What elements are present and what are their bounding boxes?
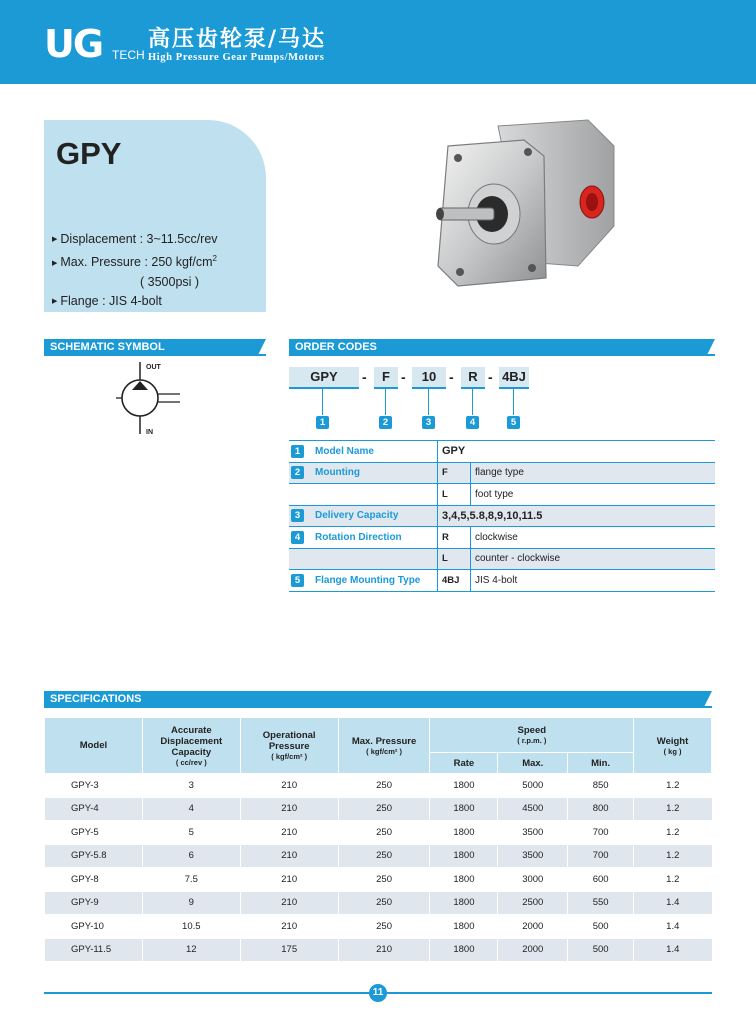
code-separator: - bbox=[401, 369, 406, 385]
table-row bbox=[289, 462, 715, 484]
row-label: Rotation Direction bbox=[311, 527, 438, 549]
table-cell: 2000 bbox=[498, 915, 568, 939]
table-cell: 250 bbox=[338, 915, 430, 939]
order-codes-section-rule bbox=[289, 354, 715, 356]
table-cell: 1800 bbox=[430, 891, 498, 915]
feature-list bbox=[52, 230, 218, 311]
table-cell: GPY-11.5 bbox=[45, 938, 143, 962]
table-cell: 1.4 bbox=[634, 915, 712, 939]
order-codes-section-header: ORDER CODES bbox=[289, 339, 707, 355]
table-cell: 9 bbox=[142, 891, 240, 915]
feature-pressure: ▶ Max. Pressure : 250 kgf/$cm^2$ bbox=[52, 254, 217, 270]
code-connector bbox=[428, 389, 429, 415]
row-number-badge: 4 bbox=[291, 531, 304, 544]
col-header-displacement: Accurate Displacement Capacity ( cc/rev ) bbox=[142, 718, 240, 774]
code-connector bbox=[322, 389, 323, 415]
brand-logo: UG bbox=[44, 22, 103, 66]
code-connector bbox=[472, 389, 473, 415]
table-cell: 3 bbox=[142, 774, 240, 798]
row-label: Mounting bbox=[311, 462, 438, 484]
table-cell: 210 bbox=[240, 797, 338, 821]
table-cell: 10.5 bbox=[142, 915, 240, 939]
table-cell: 5000 bbox=[498, 774, 568, 798]
code-segment-model: GPY bbox=[289, 367, 359, 389]
table-cell: 250 bbox=[338, 891, 430, 915]
table-cell: 4 bbox=[142, 797, 240, 821]
row-code: R bbox=[438, 527, 471, 549]
table-cell: 210 bbox=[240, 821, 338, 845]
code-segment-rotation: R bbox=[461, 367, 485, 389]
code-connector bbox=[513, 389, 514, 415]
row-desc: counter - clockwise bbox=[471, 548, 716, 570]
code-separator: - bbox=[362, 369, 367, 385]
table-row bbox=[45, 844, 712, 868]
row-code: L bbox=[438, 484, 471, 506]
table-cell: 700 bbox=[568, 821, 634, 845]
specifications-section-rule bbox=[44, 706, 712, 708]
page-number: 11 bbox=[369, 984, 387, 1002]
table-cell: 1800 bbox=[430, 844, 498, 868]
table-cell: 5 bbox=[142, 821, 240, 845]
table-cell: 12 bbox=[142, 938, 240, 962]
table-row bbox=[289, 505, 715, 527]
table-cell: 210 bbox=[240, 915, 338, 939]
table-cell: 210 bbox=[240, 891, 338, 915]
table-cell: 1800 bbox=[430, 821, 498, 845]
table-cell: 1.2 bbox=[634, 774, 712, 798]
table-cell: 700 bbox=[568, 844, 634, 868]
row-label: Flange Mounting Type bbox=[311, 570, 438, 592]
row-number-badge: 3 bbox=[291, 509, 304, 522]
row-value: GPY bbox=[438, 441, 716, 463]
code-connector bbox=[385, 389, 386, 415]
gear-pump-image bbox=[428, 116, 618, 292]
bullet-icon: ▶ bbox=[52, 297, 58, 305]
code-number-1: 1 bbox=[316, 416, 329, 429]
table-row bbox=[45, 821, 712, 845]
table-row bbox=[289, 548, 715, 570]
header-bar bbox=[0, 0, 756, 84]
col-header-operational-pressure: Operational Pressure ( kgf/cm² ) bbox=[240, 718, 338, 774]
table-cell: 500 bbox=[568, 938, 634, 962]
row-desc: clockwise bbox=[471, 527, 716, 549]
table-cell: 210 bbox=[240, 868, 338, 892]
table-cell: 250 bbox=[338, 774, 430, 798]
row-code: F bbox=[438, 462, 471, 484]
table-cell: GPY-8 bbox=[45, 868, 143, 892]
table-row bbox=[45, 938, 712, 962]
table-cell: 1800 bbox=[430, 797, 498, 821]
table-cell: 3500 bbox=[498, 844, 568, 868]
header-title-cn: 高压齿轮泵/马达 bbox=[148, 27, 327, 52]
specifications-section-header: SPECIFICATIONS bbox=[44, 691, 704, 707]
row-code: L bbox=[438, 548, 471, 570]
col-header-weight: Weight ( kg ) bbox=[634, 718, 712, 774]
table-cell: 600 bbox=[568, 868, 634, 892]
table-cell: 3000 bbox=[498, 868, 568, 892]
row-desc: JIS 4-bolt bbox=[471, 570, 716, 592]
table-cell: 4500 bbox=[498, 797, 568, 821]
col-header-speed-min: Min. bbox=[568, 753, 634, 774]
table-row bbox=[45, 891, 712, 915]
code-separator: - bbox=[488, 369, 493, 385]
schematic-section-header: SCHEMATIC SYMBOL bbox=[44, 339, 258, 355]
product-card bbox=[44, 120, 266, 312]
row-code: 4BJ bbox=[438, 570, 471, 592]
row-number-badge: 5 bbox=[291, 574, 304, 587]
table-cell: GPY-5.8 bbox=[45, 844, 143, 868]
table-cell: 210 bbox=[240, 844, 338, 868]
code-segment-capacity: 10 bbox=[412, 367, 446, 389]
code-number-3: 3 bbox=[422, 416, 435, 429]
row-label: Delivery Capacity bbox=[311, 505, 438, 527]
col-header-model: Model bbox=[45, 718, 143, 774]
table-row bbox=[45, 797, 712, 821]
table-row bbox=[289, 570, 715, 592]
table-cell: 1.2 bbox=[634, 821, 712, 845]
schematic-symbol bbox=[110, 358, 190, 438]
table-row bbox=[45, 774, 712, 798]
code-number-2: 2 bbox=[379, 416, 392, 429]
table-cell: 1.4 bbox=[634, 891, 712, 915]
table-cell: 3500 bbox=[498, 821, 568, 845]
row-label: Model Name bbox=[311, 441, 438, 463]
table-cell: 250 bbox=[338, 821, 430, 845]
col-header-speed: Speed ( r.p.m. ) bbox=[430, 718, 634, 753]
bullet-icon: ▶ bbox=[52, 236, 58, 244]
brand-logo-sub: TECH bbox=[112, 48, 145, 62]
table-cell: 850 bbox=[568, 774, 634, 798]
row-number-badge: 2 bbox=[291, 466, 304, 479]
table-cell: 7.5 bbox=[142, 868, 240, 892]
row-desc: foot type bbox=[471, 484, 716, 506]
product-name: GPY bbox=[56, 136, 122, 171]
table-row bbox=[289, 484, 715, 506]
table-row bbox=[45, 868, 712, 892]
table-row bbox=[289, 441, 715, 463]
table-cell: 175 bbox=[240, 938, 338, 962]
table-cell: 1.4 bbox=[634, 938, 712, 962]
feature-psi: ( 3500psi ) bbox=[140, 274, 200, 289]
table-cell: 2500 bbox=[498, 891, 568, 915]
bullet-icon: ▶ bbox=[52, 259, 58, 267]
table-row bbox=[45, 915, 712, 939]
row-number-badge: 1 bbox=[291, 445, 304, 458]
schematic-out-label: OUT bbox=[146, 364, 161, 371]
code-number-4: 4 bbox=[466, 416, 479, 429]
schematic-in-label: IN bbox=[146, 429, 153, 436]
table-cell: 1.2 bbox=[634, 868, 712, 892]
table-cell: 800 bbox=[568, 797, 634, 821]
table-cell: 6 bbox=[142, 844, 240, 868]
specifications-table bbox=[44, 717, 712, 962]
table-cell: 500 bbox=[568, 915, 634, 939]
code-number-5: 5 bbox=[507, 416, 520, 429]
table-cell: 1.2 bbox=[634, 797, 712, 821]
table-cell: 250 bbox=[338, 868, 430, 892]
row-desc: flange type bbox=[471, 462, 716, 484]
table-cell: 1800 bbox=[430, 915, 498, 939]
table-cell: 2000 bbox=[498, 938, 568, 962]
table-row bbox=[289, 527, 715, 549]
table-cell: GPY-5 bbox=[45, 821, 143, 845]
table-cell: 210 bbox=[338, 938, 430, 962]
table-cell: 550 bbox=[568, 891, 634, 915]
table-cell: 1800 bbox=[430, 868, 498, 892]
schematic-section-rule bbox=[44, 354, 266, 356]
code-segment-flange: 4BJ bbox=[499, 367, 529, 389]
order-code-table bbox=[289, 440, 715, 592]
row-value: 3,4,5,5.8,8,9,10,11.5 bbox=[438, 505, 716, 527]
code-separator: - bbox=[449, 369, 454, 385]
code-segment-mounting: F bbox=[374, 367, 398, 389]
feature-displacement: ▶ Displacement : 3~11.5cc/rev bbox=[52, 232, 218, 246]
table-cell: 1800 bbox=[430, 774, 498, 798]
col-header-max-pressure: Max. Pressure ( kgf/cm² ) bbox=[338, 718, 430, 774]
table-cell: GPY-10 bbox=[45, 915, 143, 939]
col-header-speed-max: Max. bbox=[498, 753, 568, 774]
table-cell: 250 bbox=[338, 844, 430, 868]
table-cell: 210 bbox=[240, 774, 338, 798]
col-header-speed-rate: Rate bbox=[430, 753, 498, 774]
table-cell: 1.2 bbox=[634, 844, 712, 868]
feature-flange: ▶ Flange : JIS 4-bolt bbox=[52, 293, 162, 308]
table-cell: GPY-3 bbox=[45, 774, 143, 798]
table-cell: 1800 bbox=[430, 938, 498, 962]
header-title-en: High Pressure Gear Pumps/Motors bbox=[148, 52, 325, 63]
table-cell: GPY-4 bbox=[45, 797, 143, 821]
table-cell: GPY-9 bbox=[45, 891, 143, 915]
table-cell: 250 bbox=[338, 797, 430, 821]
